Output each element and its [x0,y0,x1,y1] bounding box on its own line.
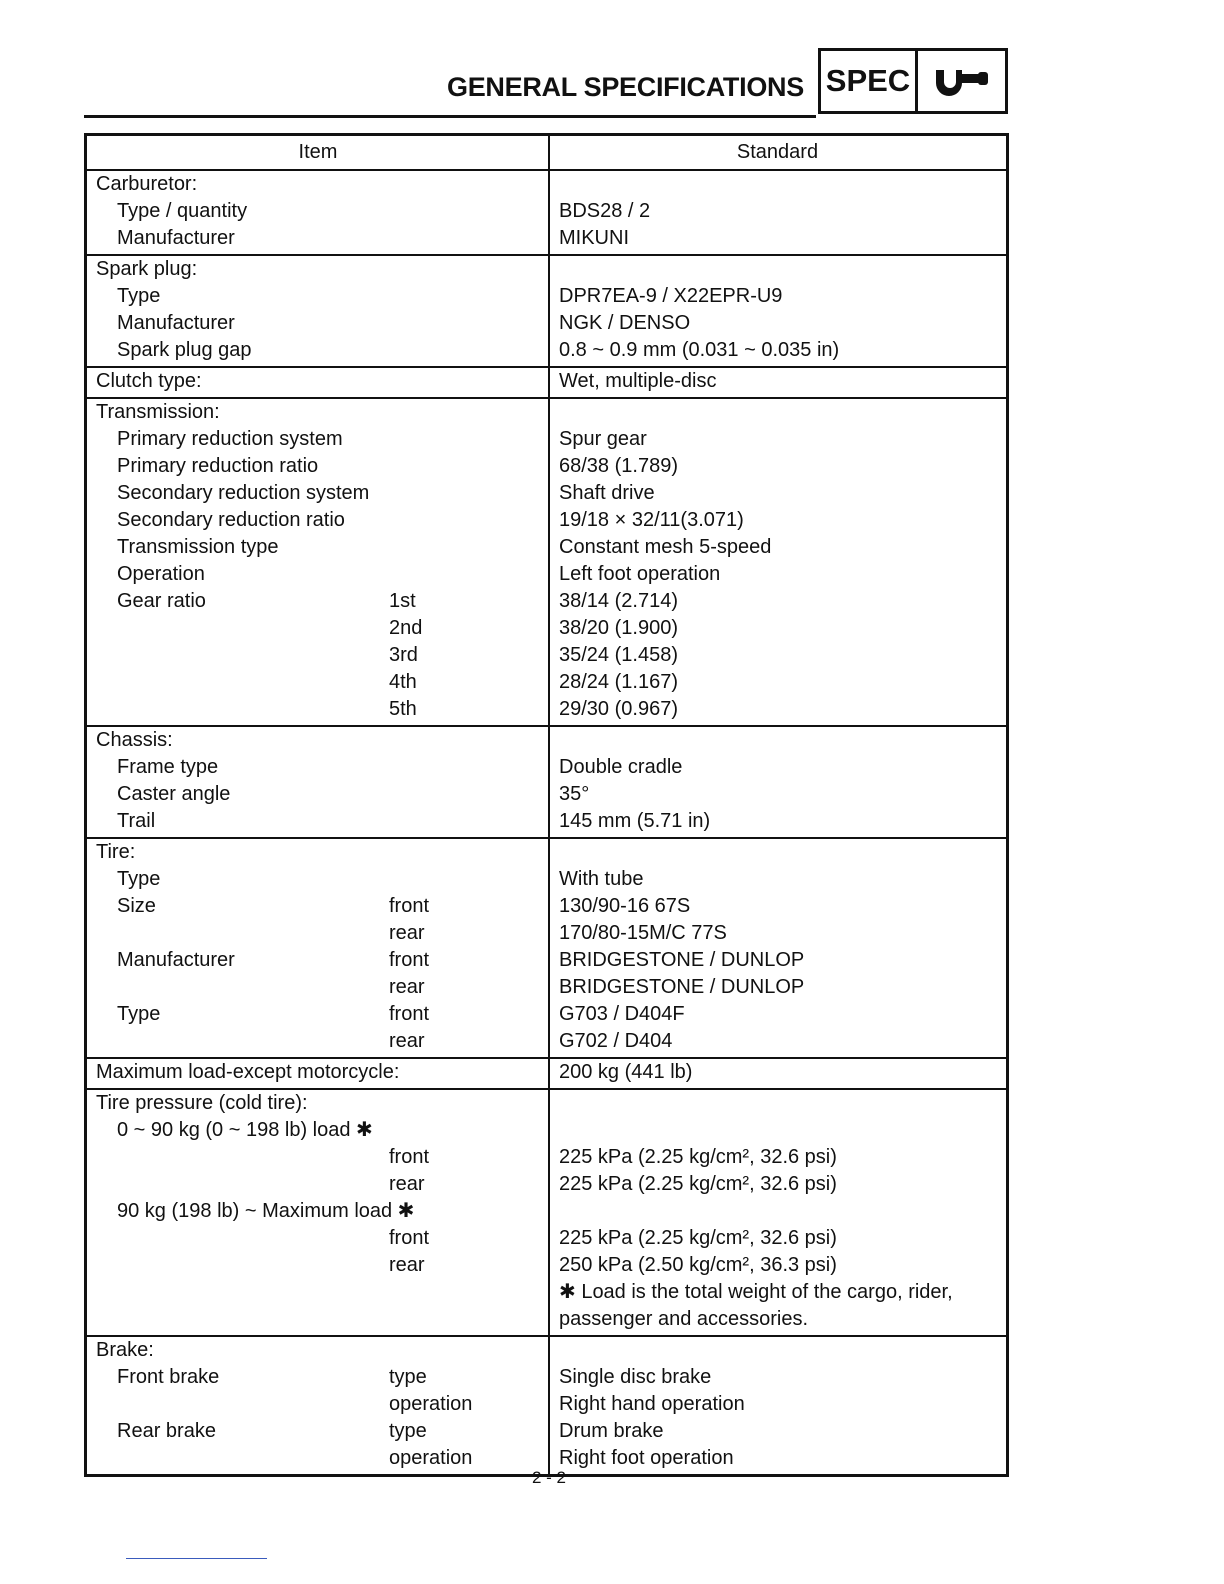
table-row [87,368,1006,395]
standard-value: 38/20 (1.900) [559,617,678,639]
sub-label: type [389,1366,427,1388]
table-row [87,1418,1006,1445]
spec-section [87,171,1006,256]
table-row [87,615,1006,642]
table-row [87,920,1006,947]
item-label: Secondary reduction system [117,482,370,504]
table-row [87,399,1006,426]
table-row [87,1279,1006,1306]
sub-label: 3rd [389,644,418,666]
table-row [87,947,1006,974]
sub-label: 5th [389,698,417,720]
table-row [87,171,1006,198]
standard-value: 200 kg (441 lb) [559,1061,693,1083]
page-number: 2 - 2 [532,1468,567,1487]
item-label: 90 kg (198 lb) ~ Maximum load ✱ [117,1200,415,1222]
table-header [87,136,1006,171]
item-label: Clutch type: [96,370,202,392]
item-label: Type [117,868,161,890]
table-row [87,1306,1006,1333]
standard-value: 19/18 × 32/11(3.071) [559,509,744,531]
standard-value: 225 kPa (2.25 kg/cm², 32.6 psi) [559,1146,837,1168]
item-label: Transmission type [117,536,279,558]
sub-label: operation [389,1393,473,1415]
standard-value: Left foot operation [559,563,721,585]
sub-label: operation [389,1447,473,1469]
table-row [87,866,1006,893]
sub-label: rear [389,1030,425,1052]
standard-value: Right foot operation [559,1447,734,1469]
item-label: Carburetor: [96,173,198,195]
item-label: Maximum load-except motorcycle: [96,1061,400,1083]
table-row [87,1001,1006,1028]
table-row [87,808,1006,835]
standard-value: 250 kPa (2.50 kg/cm², 36.3 psi) [559,1254,837,1276]
item-label: Primary reduction ratio [117,455,319,477]
standard-value: 35/24 (1.458) [559,644,678,666]
table-row [87,839,1006,866]
item-label: Type / quantity [117,200,248,222]
item-label: Type [117,1003,161,1025]
table-row [87,453,1006,480]
table-row [87,727,1006,754]
item-label: Operation [117,563,205,585]
standard-value: 29/30 (0.967) [559,698,678,720]
item-label: Spark plug gap [117,339,252,361]
title-underline [84,115,816,118]
sub-label: front [389,1227,430,1249]
column-divider [548,136,550,1474]
standard-value: With tube [559,868,644,890]
column-header-standard: Standard [736,141,819,163]
item-label: Front brake [117,1366,220,1388]
sub-label: 4th [389,671,417,693]
item-label: 0 ~ 90 kg (0 ~ 198 lb) load ✱ [117,1119,373,1141]
item-label: Tire: [96,841,136,863]
spec-section [87,1337,1006,1474]
sub-label: front [389,949,430,971]
item-label: Rear brake [117,1420,216,1442]
table-row [87,1144,1006,1171]
table-row [87,781,1006,808]
item-label: Secondary reduction ratio [117,509,345,531]
specifications-table [84,133,1009,1477]
standard-value: BDS28 / 2 [559,200,651,222]
table-row [87,507,1006,534]
item-label: Transmission: [96,401,220,423]
table-row [87,669,1006,696]
item-label: Tire pressure (cold tire): [96,1092,308,1114]
table-row [87,696,1006,723]
standard-value: 38/14 (2.714) [559,590,678,612]
spec-section [87,1090,1006,1337]
standard-value: NGK / DENSO [559,312,691,334]
standard-value: Constant mesh 5-speed [559,536,772,558]
table-row [87,754,1006,781]
standard-value: BRIDGESTONE / DUNLOP [559,976,805,998]
standard-value: Right hand operation [559,1393,745,1415]
table-row [87,1059,1006,1086]
standard-value: Spur gear [559,428,647,450]
item-label: Chassis: [96,729,173,751]
standard-value: 68/38 (1.789) [559,455,678,477]
sub-label: front [389,1003,430,1025]
sub-label: rear [389,1173,425,1195]
table-row [87,974,1006,1001]
item-label: Brake: [96,1339,154,1361]
table-row [87,642,1006,669]
standard-value: Shaft drive [559,482,655,504]
standard-value: Single disc brake [559,1366,712,1388]
table-row [87,1364,1006,1391]
standard-value: BRIDGESTONE / DUNLOP [559,949,805,971]
table-row [87,534,1006,561]
table-row [87,1117,1006,1144]
standard-value: MIKUNI [559,227,629,249]
spec-section [87,399,1006,727]
table-row [87,337,1006,364]
sub-label: rear [389,976,425,998]
standard-value: 170/80-15M/C 77S [559,922,727,944]
table-row [87,1252,1006,1279]
table-row [87,1391,1006,1418]
footer-line [126,1558,267,1559]
table-row [87,225,1006,252]
item-label: Caster angle [117,783,231,805]
item-label: Trail [117,810,156,832]
spec-section [87,1059,1006,1090]
table-row [87,198,1006,225]
table-row [87,1028,1006,1055]
standard-value: 225 kPa (2.25 kg/cm², 32.6 psi) [559,1173,837,1195]
sub-label: rear [389,1254,425,1276]
table-row [87,1171,1006,1198]
table-row [87,893,1006,920]
table-row [87,1225,1006,1252]
standard-value: Drum brake [559,1420,664,1442]
spec-section [87,727,1006,839]
standard-value: 35° [559,783,590,805]
standard-value: Wet, multiple-disc [559,370,717,392]
table-row [87,256,1006,283]
table-row [87,283,1006,310]
item-label: Type [117,285,161,307]
item-label: Size [117,895,156,917]
item-label: Primary reduction system [117,428,343,450]
standard-value: 130/90-16 67S [559,895,691,917]
standard-value: 28/24 (1.167) [559,671,678,693]
spec-badge: SPEC [818,48,918,114]
table-row [87,588,1006,615]
item-label: Gear ratio [117,590,206,612]
item-label: Spark plug: [96,258,198,280]
table-row [87,561,1006,588]
item-label: Frame type [117,756,219,778]
micrometer-icon [915,48,1008,114]
standard-value: G703 / D404F [559,1003,685,1025]
standard-value: 145 mm (5.71 in) [559,810,711,832]
table-row [87,426,1006,453]
table-row [87,1198,1006,1225]
table-row [87,310,1006,337]
standard-value: DPR7EA-9 / X22EPR-U9 [559,285,783,307]
standard-value: ✱ Load is the total weight of the cargo, rider, [559,1281,953,1303]
item-label: Manufacturer [117,312,235,334]
item-label: Manufacturer [117,949,235,971]
sub-label: front [389,1146,430,1168]
page-title: GENERAL SPECIFICATIONS [447,72,804,102]
standard-value: passenger and accessories. [559,1308,809,1330]
standard-value: G702 / D404 [559,1030,673,1052]
sub-label: front [389,895,430,917]
sub-label: rear [389,922,425,944]
sub-label: 2nd [389,617,423,639]
sub-label: type [389,1420,427,1442]
spec-section [87,368,1006,399]
standard-value: Double cradle [559,756,683,778]
standard-value: 0.8 ~ 0.9 mm (0.031 ~ 0.035 in) [559,339,840,361]
table-row [87,1090,1006,1117]
item-label: Manufacturer [117,227,235,249]
sub-label: 1st [389,590,416,612]
column-header-item: Item [298,141,338,163]
spec-section [87,839,1006,1059]
standard-value: 225 kPa (2.25 kg/cm², 32.6 psi) [559,1227,837,1249]
spec-section [87,256,1006,368]
table-row [87,1337,1006,1364]
table-row [87,480,1006,507]
